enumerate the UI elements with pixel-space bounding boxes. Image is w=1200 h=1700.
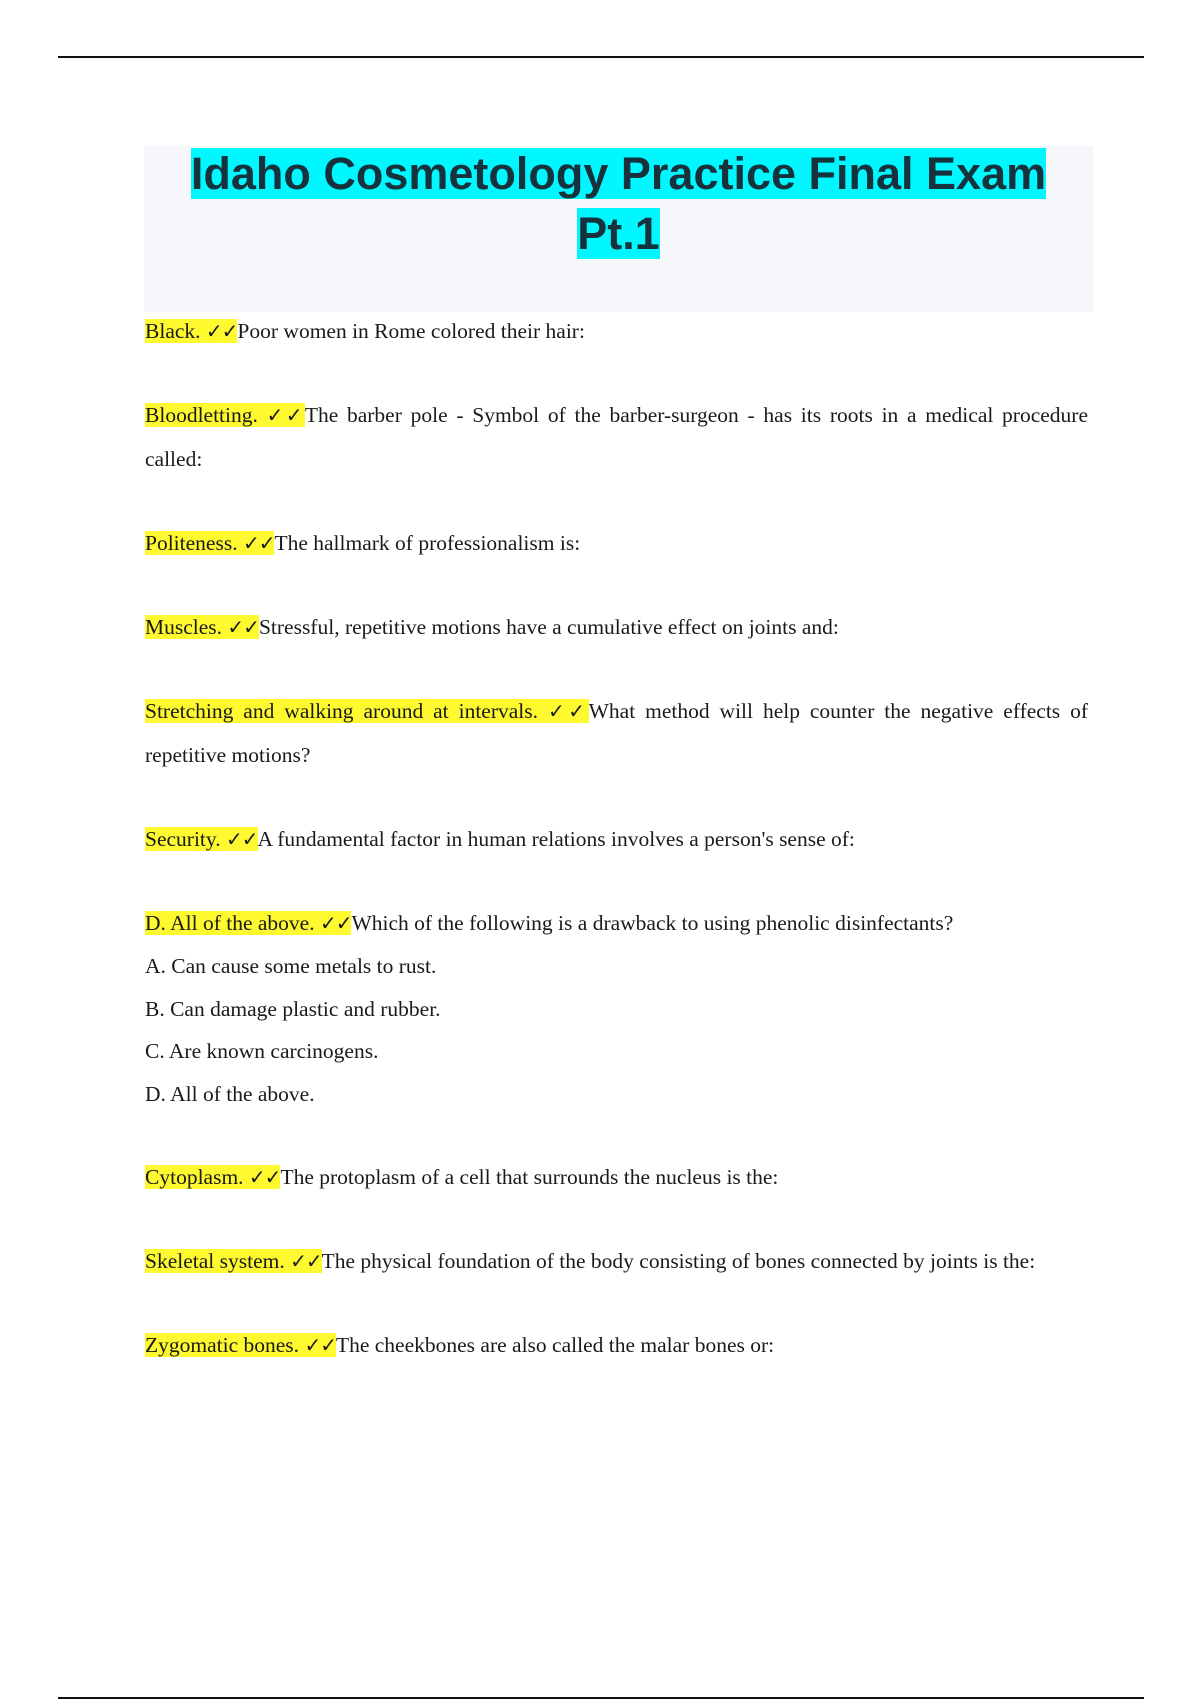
answer-text: Black. (145, 319, 201, 343)
answer-text: Stretching and walking around at intervals. (145, 699, 539, 723)
qa-item (145, 689, 1088, 777)
page-title-heading (144, 146, 1093, 266)
answer-text: Skeletal system. (145, 1249, 285, 1273)
bottom-rule (58, 1697, 1144, 1699)
double-check-icon: ✓✓ (290, 1249, 322, 1273)
answer-text: Cytoplasm. (145, 1165, 244, 1189)
question-list (145, 309, 1088, 1407)
question-text: The barber pole - Symbol of the barber-surgeon - has its roots in a medical procedure called: (145, 403, 1089, 471)
qa-line (145, 901, 1088, 945)
answer-highlight (145, 319, 237, 343)
answer-text: Politeness. (145, 531, 238, 555)
answer-options (145, 945, 1088, 1115)
answer-text: Bloodletting. (145, 403, 258, 427)
question-text: The hallmark of professionalism is: (274, 531, 581, 555)
double-check-icon: ✓✓ (226, 827, 258, 851)
qa-item (145, 309, 1088, 353)
question-text: The physical foundation of the body consisting of bones connected by joints is the: (321, 1249, 1036, 1273)
answer-text: Security. (145, 827, 221, 851)
qa-line (145, 393, 1088, 481)
title-panel (144, 146, 1093, 312)
qa-line (145, 1155, 1088, 1199)
answer-highlight (145, 1165, 280, 1189)
qa-line (145, 309, 1088, 353)
answer-highlight (145, 1249, 322, 1273)
answer-highlight (145, 531, 274, 555)
answer-highlight (145, 827, 258, 851)
qa-item (145, 605, 1088, 649)
double-check-icon: ✓✓ (205, 319, 238, 343)
qa-item (145, 521, 1088, 565)
answer-text: D. All of the above. (145, 911, 315, 935)
answer-highlight (145, 403, 305, 427)
double-check-icon: ✓✓ (266, 403, 305, 427)
qa-item (145, 1323, 1088, 1367)
answer-highlight (145, 615, 259, 639)
qa-line (145, 1323, 1088, 1367)
answer-option: A. Can cause some metals to rust. (145, 954, 437, 978)
double-check-icon: ✓✓ (248, 1165, 281, 1189)
qa-line (145, 689, 1088, 777)
answer-text: Muscles. (145, 615, 223, 639)
answer-option: C. Are known carcinogens. (145, 1039, 379, 1063)
answer-option: B. Can damage plastic and rubber. (145, 996, 441, 1021)
answer-option: D. All of the above. (145, 1081, 315, 1106)
answer-highlight (145, 699, 589, 723)
double-check-icon: ✓✓ (547, 699, 589, 723)
top-rule (58, 56, 1144, 58)
question-text: Poor women in Rome colored their hair: (237, 319, 585, 343)
double-check-icon: ✓✓ (227, 615, 259, 639)
double-check-icon: ✓✓ (304, 1333, 336, 1357)
question-text: A fundamental factor in human relations involves a person's sense of: (257, 827, 855, 851)
qa-line (145, 521, 1088, 565)
question-text: The cheekbones are also called the malar bones or: (335, 1333, 775, 1357)
qa-item (145, 1155, 1088, 1199)
qa-line (145, 817, 1088, 861)
qa-item (145, 817, 1088, 861)
double-check-icon: ✓✓ (242, 531, 275, 555)
qa-line (145, 605, 1088, 649)
qa-item (145, 1239, 1088, 1283)
qa-item (145, 393, 1088, 481)
qa-line (145, 1239, 1088, 1283)
qa-item (145, 901, 1088, 1115)
page-title: Idaho Cosmetology Practice Final Exam Pt.1 (190, 148, 1047, 259)
question-text: Stressful, repetitive motions have a cumulative effect on joints and: (258, 615, 839, 639)
double-check-icon: ✓✓ (319, 911, 352, 935)
question-text: Which of the following is a drawback to using phenolic disinfectants? (351, 911, 954, 935)
answer-highlight (145, 911, 351, 935)
answer-highlight (145, 1333, 336, 1357)
question-text: What method will help counter the negative effects of repetitive motions? (145, 699, 1089, 767)
question-text: The protoplasm of a cell that surrounds the nucleus is the: (280, 1165, 779, 1189)
answer-text: Zygomatic bones. (145, 1333, 300, 1357)
